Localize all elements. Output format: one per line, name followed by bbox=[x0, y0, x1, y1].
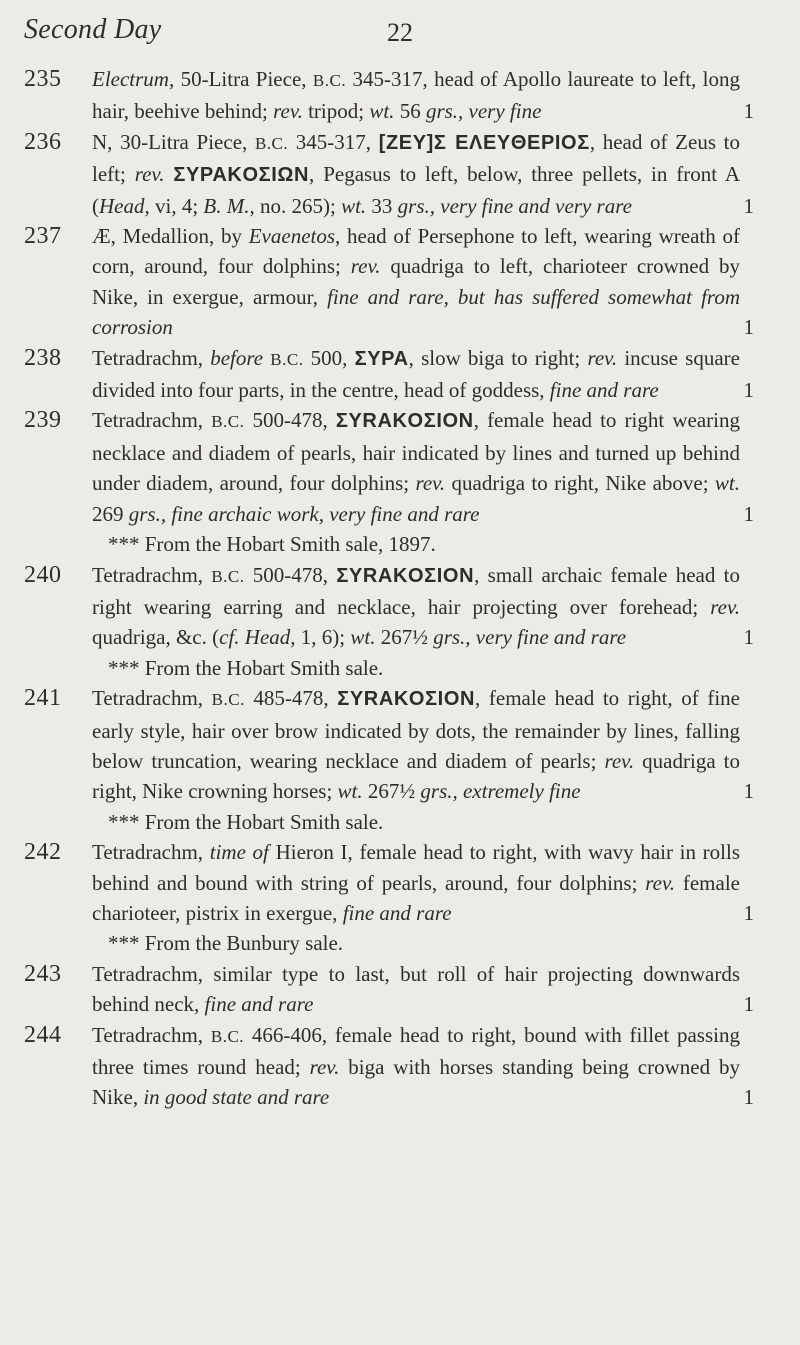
description-segment: , slow biga to right; bbox=[408, 345, 588, 370]
lot-entry bbox=[24, 1020, 754, 1113]
description-segment: rev. bbox=[134, 162, 165, 187]
lot-description bbox=[92, 221, 754, 343]
lot-number: 243 bbox=[24, 960, 62, 987]
lot-entry bbox=[24, 221, 754, 343]
description-segment: , Pegasus to left, below, three pellets, in front A ( bbox=[92, 162, 741, 218]
description-segment: quadriga to right, Nike crowning horses; bbox=[92, 748, 740, 804]
description-segment: Tetradrachm, bbox=[92, 345, 211, 370]
lot-description bbox=[92, 683, 754, 807]
description-segment: grs., very fine and rare bbox=[433, 625, 627, 650]
description-segment: grs., fine archaic work, very fine and rare bbox=[128, 501, 480, 526]
lot-list bbox=[24, 64, 754, 1113]
description-segment: 269 bbox=[92, 501, 129, 526]
provenance-note: *** From the Hobart Smith sale. bbox=[108, 655, 384, 680]
running-title: Second Day bbox=[24, 14, 162, 45]
lot-description bbox=[92, 405, 754, 529]
description-segment: grs., very fine bbox=[425, 99, 542, 124]
lot-entry bbox=[24, 405, 754, 559]
description-segment: , 1, 6); bbox=[290, 625, 351, 650]
lot-number: 242 bbox=[24, 839, 62, 866]
description-segment: ΣYPA bbox=[354, 347, 409, 370]
description-segment: Tetradrachm, similar type to last, but roll of hair projecting downwards behind neck, bbox=[92, 961, 740, 1017]
description-segment: 345-317, head of Apollo laureate to left, long hair, beehive behind; bbox=[92, 67, 741, 124]
lot-entry bbox=[24, 560, 754, 684]
description-segment: 500, bbox=[303, 345, 355, 370]
description-segment: ΣYPAKOΣIΩN bbox=[173, 164, 310, 187]
description-segment: cf. Head bbox=[219, 625, 291, 650]
description-segment: [ZEY]Σ EΛEYΘEPIOΣ bbox=[378, 131, 590, 154]
lot-bracket-mark: 1 bbox=[743, 193, 754, 218]
description-segment: incuse square divided into four parts, in the centre, head of goddess, bbox=[92, 345, 740, 403]
description-segment: 466-406, female head to right, bound with fillet passing three times round head; bbox=[92, 1022, 740, 1079]
description-segment: grs., very fine and very rare bbox=[397, 193, 632, 218]
description-segment: Tetradrachm, bbox=[92, 686, 212, 711]
description-segment: , female head to right, of fine early style, hair over brow indicated by dots, the remainder by lines, falling below truncation, wearing necklace and diadem of pearls; bbox=[92, 686, 740, 773]
description-segment: ΣYRAKOΣION bbox=[336, 564, 475, 587]
provenance-note: *** From the Hobart Smith sale. bbox=[108, 809, 384, 834]
lot-entry bbox=[24, 127, 754, 221]
description-segment: B.C. bbox=[312, 71, 347, 90]
description-segment: female charioteer, pistrix in exergue, bbox=[92, 870, 740, 925]
description-segment: , no. 265); bbox=[249, 193, 342, 218]
lot-bracket-mark: 1 bbox=[743, 779, 754, 804]
description-segment: Æ, Medallion, by bbox=[92, 224, 249, 249]
description-segment: rev. bbox=[415, 471, 446, 496]
lot-entry bbox=[24, 683, 754, 837]
description-segment: Electrum bbox=[92, 67, 169, 91]
description-segment: Tetradrachm, bbox=[92, 562, 212, 587]
description-segment: B.C. bbox=[210, 1026, 245, 1046]
description-segment: rev. bbox=[309, 1055, 340, 1079]
description-segment: B.C. bbox=[211, 690, 245, 710]
description-segment: in good state and rare bbox=[143, 1085, 330, 1110]
lot-bracket-mark: 1 bbox=[743, 99, 754, 124]
description-segment: Hieron I, female head to right, with wavy hair in rolls behind and bound with string of pearls, around, four dolphins; bbox=[92, 840, 740, 895]
description-segment: B. M. bbox=[203, 193, 250, 218]
description-segment: 500-478, bbox=[244, 562, 337, 587]
description-segment: quadriga to right, Nike above; bbox=[445, 471, 715, 496]
description-segment: N, 30-Litra Piece, bbox=[92, 129, 255, 154]
description-segment: wt. bbox=[350, 625, 376, 650]
description-segment: quadriga, &c. ( bbox=[92, 625, 220, 650]
description-segment: rev. bbox=[604, 748, 635, 773]
description-segment: 267½ bbox=[375, 625, 434, 650]
lot-bracket-mark: 1 bbox=[743, 1085, 754, 1110]
lot-description bbox=[92, 343, 754, 406]
description-segment: 56 bbox=[394, 99, 426, 124]
description-segment: 267½ bbox=[362, 779, 421, 804]
lot-bracket-mark: 1 bbox=[743, 378, 754, 403]
description-segment: , head of Zeus to left; bbox=[92, 129, 741, 187]
description-segment: fine and rare bbox=[342, 900, 452, 925]
description-segment: Tetradrachm, bbox=[92, 1022, 211, 1047]
lot-number: 238 bbox=[24, 344, 62, 371]
description-segment: B.C. bbox=[270, 349, 304, 369]
lot-bracket-mark: 1 bbox=[743, 625, 754, 650]
description-segment: B.C. bbox=[211, 412, 245, 432]
description-segment: wt. bbox=[337, 779, 363, 804]
lot-bracket-mark: 1 bbox=[743, 315, 754, 340]
lot-entry bbox=[24, 959, 754, 1020]
lot-number: 239 bbox=[24, 407, 62, 434]
description-segment: tripod; bbox=[302, 99, 370, 124]
description-segment: 345-317, bbox=[288, 129, 379, 154]
description-segment: rev. bbox=[273, 99, 303, 124]
description-segment: rev. bbox=[645, 870, 676, 895]
description-segment: , 50-Litra Piece, bbox=[168, 67, 313, 91]
lot-bracket-mark: 1 bbox=[743, 900, 754, 925]
description-segment: , female head to right wearing necklace and diadem of pearls, hair indicated by lines and turned up behind under diadem, around, four dolphins; bbox=[92, 408, 740, 496]
description-segment: 500-478, bbox=[244, 408, 336, 433]
description-segment: rev. bbox=[350, 254, 381, 279]
description-segment: wt. bbox=[369, 99, 395, 124]
description-segment: 485-478, bbox=[244, 686, 338, 711]
provenance-note: *** From the Hobart Smith sale, 1897. bbox=[108, 532, 436, 557]
lot-description bbox=[92, 959, 754, 1020]
description-segment: rev. bbox=[587, 345, 618, 370]
description-segment: , head of Persephone to left, wearing wreath of corn, around, four dolphins; bbox=[92, 224, 740, 279]
description-segment: 33 bbox=[366, 193, 398, 218]
lot-description bbox=[92, 127, 754, 221]
lot-number: 244 bbox=[24, 1021, 62, 1048]
description-segment: B.C. bbox=[211, 566, 245, 586]
description-segment: grs., extremely fine bbox=[420, 779, 581, 804]
description-segment: , small archaic female head to right wearing earring and necklace, hair projecting over forehead; bbox=[92, 562, 740, 619]
page-header bbox=[24, 14, 754, 64]
description-segment: fine and rare bbox=[204, 992, 314, 1017]
lot-description bbox=[92, 64, 754, 127]
lot-number: 241 bbox=[24, 685, 62, 712]
lot-description bbox=[92, 837, 754, 928]
description-segment: wt. bbox=[341, 193, 367, 218]
lot-description bbox=[92, 560, 754, 653]
description-segment: B.C. bbox=[254, 133, 289, 153]
description-segment: ΣYRAKOΣION bbox=[337, 688, 476, 711]
lot-entry bbox=[24, 64, 754, 127]
description-segment: Tetradrachm, bbox=[92, 408, 212, 433]
description-segment: quadriga to left, charioteer crowned by Nike, in exergue, armour, bbox=[92, 254, 740, 309]
lot-number: 236 bbox=[24, 128, 62, 155]
lot-number: 237 bbox=[24, 223, 62, 250]
description-segment: Tetradrachm, bbox=[92, 840, 210, 865]
lot-number: 235 bbox=[24, 66, 62, 92]
description-segment: wt. bbox=[714, 471, 741, 496]
description-segment: Head bbox=[99, 193, 145, 218]
description-segment: ΣYRAKOΣION bbox=[335, 410, 474, 433]
description-segment: before bbox=[210, 345, 264, 370]
lot-description bbox=[92, 1020, 754, 1113]
lot-entry bbox=[24, 837, 754, 959]
description-segment: biga with horses standing being crowned by Nike, bbox=[92, 1055, 740, 1110]
page-number: 22 bbox=[387, 18, 413, 47]
description-segment: rev. bbox=[710, 594, 740, 619]
lot-entry bbox=[24, 343, 754, 406]
lot-bracket-mark: 1 bbox=[743, 501, 754, 526]
description-segment: fine and rare, but has suffered somewhat from corrosion bbox=[92, 284, 740, 340]
description-segment: , vi, 4; bbox=[144, 193, 204, 218]
provenance-note: *** From the Bunbury sale. bbox=[108, 931, 344, 956]
description-segment: Evaenetos bbox=[248, 224, 336, 249]
description-segment: fine and rare bbox=[549, 378, 659, 403]
description-segment: time of bbox=[209, 840, 269, 865]
lot-bracket-mark: 1 bbox=[743, 992, 754, 1017]
lot-number: 240 bbox=[24, 561, 62, 588]
